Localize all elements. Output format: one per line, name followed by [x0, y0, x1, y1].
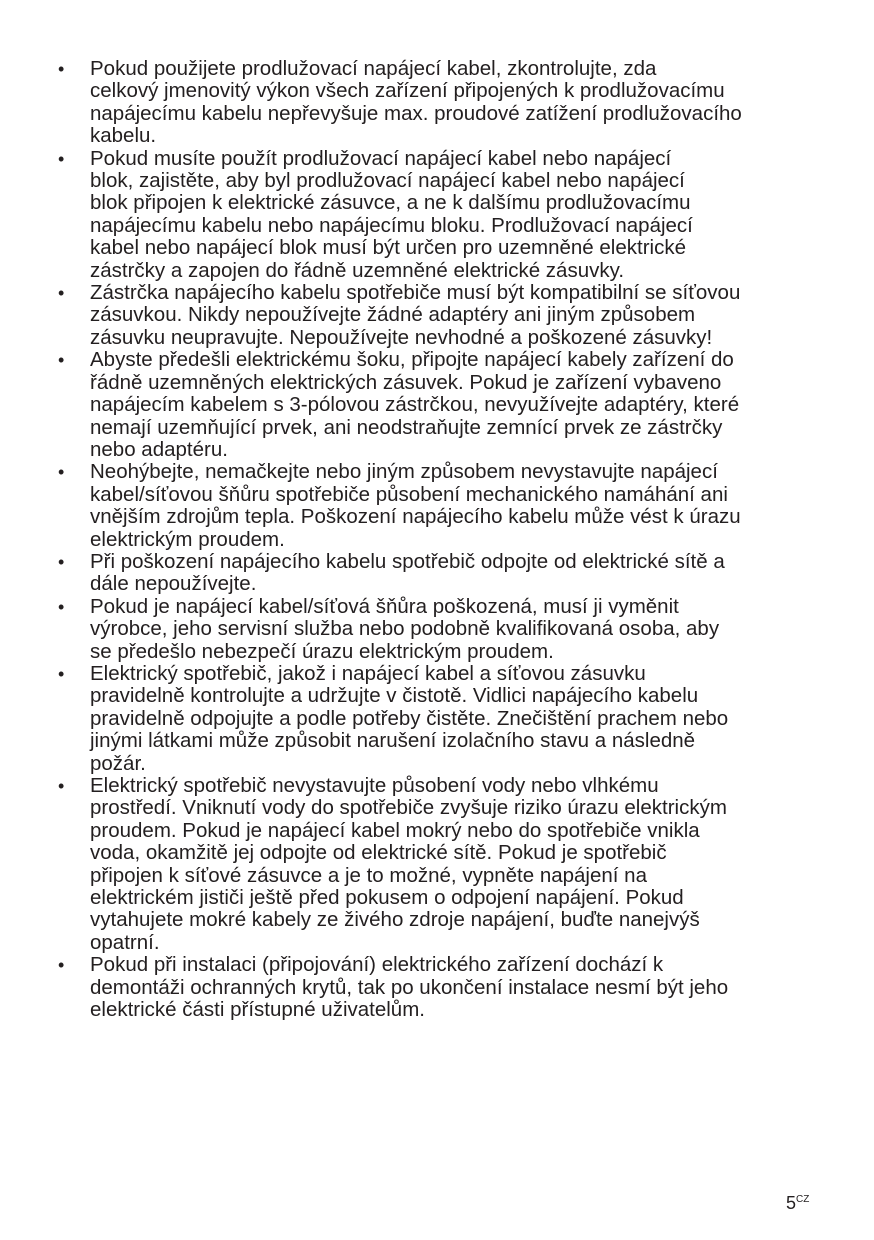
bullet-text-line: Pokud při instalaci (připojování) elektrického zařízení dochází k: [90, 953, 664, 977]
bullet-item: [56, 663, 816, 775]
bullet-dot-icon: •: [58, 596, 65, 617]
bullet-text-line: vytahujete mokré kabely ze živého zdroje napájení, buďte nanejvýš: [90, 908, 700, 932]
bullet-text-line: pravidelně odpojujte a podle potřeby čistěte. Znečištění prachem nebo: [90, 706, 729, 730]
bullet-text-line: Abyste předešli elektrickému šoku, připojte napájecí kabely zařízení do: [90, 348, 734, 372]
bullet-text-line: dále nepoužívejte.: [90, 572, 257, 596]
bullet-text-line: vnějším zdrojům tepla. Poškození napájecího kabelu může vést k úrazu: [90, 505, 741, 529]
bullet-text-line: celkový jmenovitý výkon všech zařízení připojených k prodlužovacímu: [90, 79, 725, 103]
bullet-dot-icon: •: [58, 462, 65, 483]
bullet-text-line: zásuvku neupravujte. Nepoužívejte nevhodné a poškozené zásuvky!: [90, 325, 713, 349]
bullet-text-line: Elektrický spotřebič, jakož i napájecí kabel a síťovou zásuvku: [90, 661, 646, 685]
bullet-dot-icon: •: [58, 350, 65, 371]
page-language-code: CZ: [796, 1194, 810, 1205]
bullet-text-line: nemají uzemňující prvek, ani neodstraňujte zemnící prvek ze zástrčky: [90, 415, 723, 439]
bullet-text-line: řádně uzemněných elektrických zásuvek. Pokud je zařízení vybaveno: [90, 370, 722, 394]
bullet-text-line: napájecímu kabelu nebo napájecímu bloku. Prodlužovací napájecí: [90, 213, 693, 237]
bullet-dot-icon: •: [58, 663, 65, 684]
bullet-text-line: proudem. Pokud je napájecí kabel mokrý nebo do spotřebiče vnikla: [90, 818, 700, 842]
bullet-text-line: nebo adaptéru.: [90, 437, 228, 461]
bullet-text-line: požár.: [90, 751, 146, 775]
bullet-text-line: kabel nebo napájecí blok musí být určen pro uzemněné elektrické: [90, 236, 686, 260]
bullet-text-line: elektrickým proudem.: [90, 527, 285, 551]
bullet-text-line: výrobce, jeho servisní služba nebo podobně kvalifikovaná osoba, aby: [90, 617, 720, 641]
bullet-dot-icon: •: [58, 551, 65, 572]
page-number-value: 5: [786, 1193, 797, 1213]
bullet-text-line: blok, zajistěte, aby byl prodlužovací napájecí kabel nebo napájecí: [90, 169, 685, 193]
bullet-text-line: elektrické části přístupné uživatelům.: [90, 998, 425, 1022]
bullet-item: [56, 775, 816, 954]
bullet-text-line: Pokud musíte použít prodlužovací napájecí kabel nebo napájecí: [90, 146, 672, 170]
bullet-text-line: napájecím kabelem s 3-pólovou zástrčkou, nevyužívejte adaptéry, které: [90, 393, 740, 417]
page-number: [786, 1190, 809, 1213]
bullet-text-line: napájecímu kabelu nepřevyšuje max. proudové zatížení prodlužovacího: [90, 101, 742, 125]
bullet-text-line: jinými látkami může způsobit narušení izolačního stavu a následně: [90, 729, 696, 753]
bullet-text-line: zástrčky a zapojen do řádně uzemněné elektrické zásuvky.: [90, 258, 625, 282]
bullet-text-line: voda, okamžitě jej odpojte od elektrické sítě. Pokud je spotřebič: [90, 841, 667, 865]
bullet-text-line: Pokud je napájecí kabel/síťová šňůra poškozená, musí ji vyměnit: [90, 594, 679, 618]
bullet-text-line: demontáži ochranných krytů, tak po ukončení instalace nesmí být jeho: [90, 975, 729, 999]
bullet-item: [56, 58, 816, 148]
bullet-item: [56, 596, 816, 663]
bullet-dot-icon: •: [58, 776, 65, 796]
bullet-item: [56, 461, 816, 551]
bullet-item: [56, 954, 816, 1021]
bullet-text-line: Neohýbejte, nemačkejte nebo jiným způsobem nevystavujte napájecí: [90, 460, 718, 484]
bullet-text-line: se předešlo nebezpečí úrazu elektrickým proudem.: [90, 639, 554, 663]
bullet-text-line: kabel/síťovou šňůru spotřebiče působení mechanického namáhání ani: [90, 482, 728, 506]
bullet-text-line: elektrickém jističi ještě před pokusem o odpojení napájení. Pokud: [90, 886, 684, 910]
bullet-text-line: Elektrický spotřebič nevystavujte působení vody nebo vlhkému: [90, 774, 659, 797]
bullet-dot-icon: •: [58, 955, 65, 976]
bullet-text-line: blok připojen k elektrické zásuvce, a ne k dalšímu prodlužovacímu: [90, 191, 691, 215]
page-body: [56, 58, 816, 1021]
bullet-dot-icon: •: [58, 59, 65, 79]
bullet-text-line: prostředí. Vniknutí vody do spotřebiče zvyšuje riziko úrazu elektrickým: [90, 796, 727, 820]
bullet-item: [56, 148, 816, 282]
bullet-item: [56, 349, 816, 461]
bullet-dot-icon: •: [58, 283, 65, 304]
bullet-text-line: pravidelně kontrolujte a udržujte v čistotě. Vidlici napájecího kabelu: [90, 684, 699, 708]
bullet-text-line: Zástrčka napájecího kabelu spotřebiče musí být kompatibilní se síťovou: [90, 281, 741, 305]
bullet-text-line: Pokud použijete prodlužovací napájecí kabel, zkontrolujte, zda: [90, 57, 657, 80]
safety-bullet-list: [56, 58, 816, 1021]
bullet-dot-icon: •: [58, 148, 65, 169]
bullet-text-line: zásuvkou. Nikdy nepoužívejte žádné adaptéry ani jiným způsobem: [90, 303, 696, 327]
bullet-text-line: připojen k síťové zásuvce a je to možné, vypněte napájení na: [90, 863, 647, 887]
bullet-text-line: opatrní.: [90, 930, 160, 954]
bullet-item: [56, 282, 816, 349]
bullet-item: [56, 551, 816, 596]
bullet-text-line: Při poškození napájecího kabelu spotřebič odpojte od elektrické sítě a: [90, 549, 725, 573]
bullet-text-line: kabelu.: [90, 124, 157, 148]
